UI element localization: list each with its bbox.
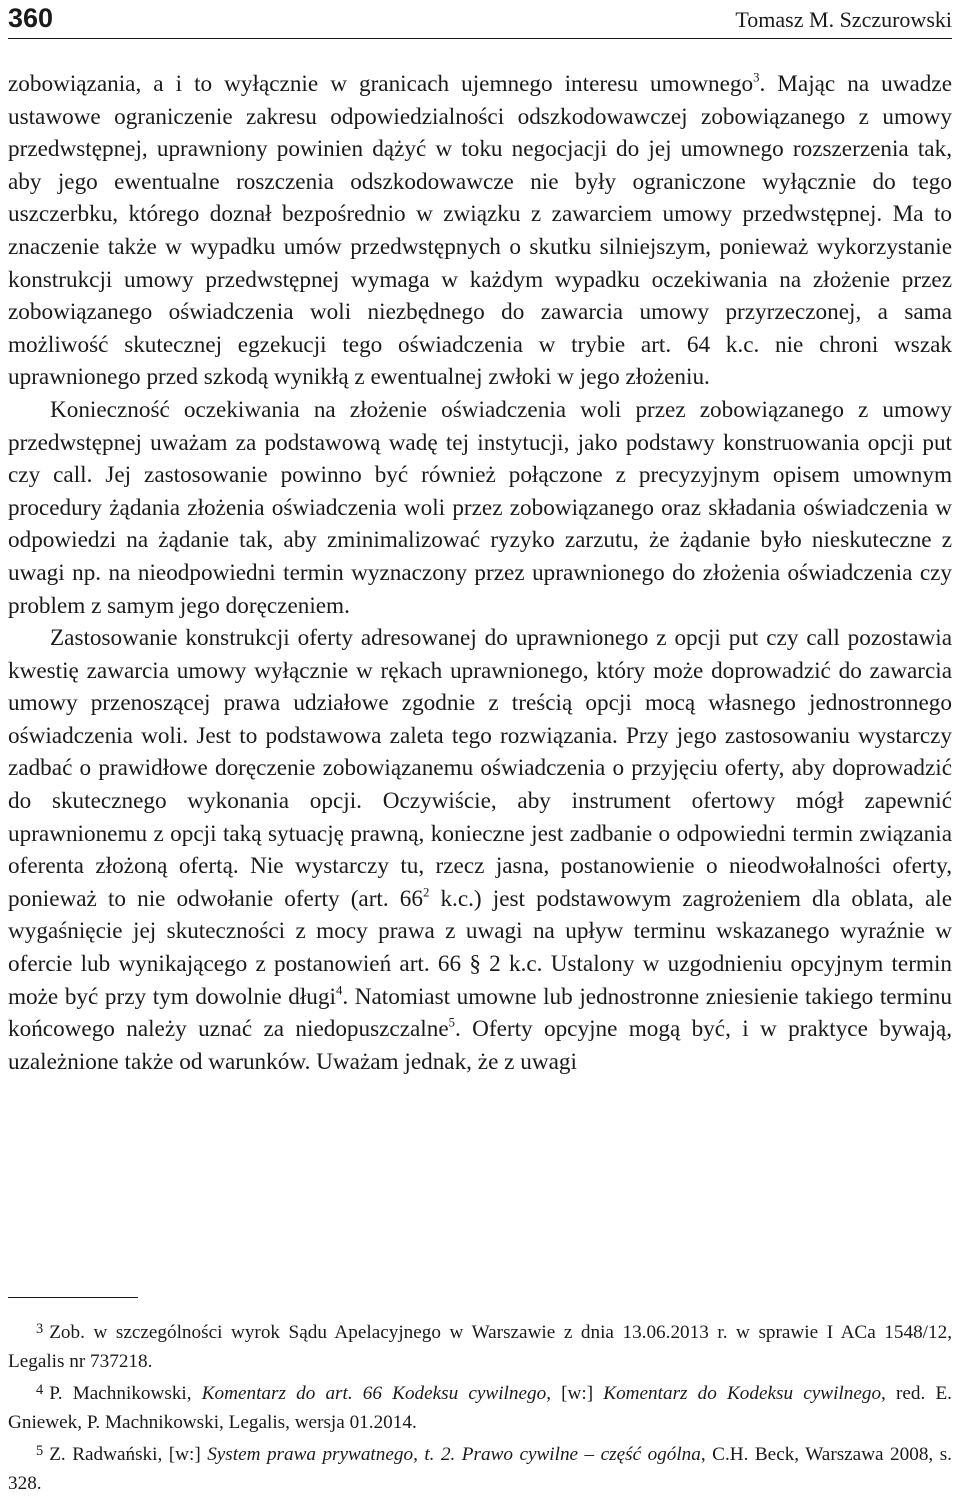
- footnote-ref-3[interactable]: 3: [753, 70, 760, 85]
- footnote-separator: [8, 1297, 138, 1298]
- footnote-4: $^4$ P. Machnikowski, Komentarz do art. 66 Kodeksu cywilnego, [w:] Komentarz do Kodeksu cywilnego, red. E. Gniewek, P. Machnikowski, Legalis, wersja 01.2014.: [8, 1382, 952, 1434]
- footnotes: [8, 1315, 952, 1498]
- page-header: [8, 0, 952, 39]
- paragraph-2: Konieczność oczekiwania na złożenie oświadczenia woli przez zobowiązanego z umowy przedwstępnej uważam za podstawową wadę tej instytucji, jako podstawy konstruowania opcji put czy call. Jej zastosowanie powinno być również połączone z precyzyjnym opisem umownym procedury żądania złożenia oświadczenia woli przez zobowiązanego oraz składania oświadczenia w odpowiedzi na żądanie tak, aby zminimalizować ryzyko zarzutu, że żądanie było nieskuteczne z uwagi np. na nieodpowiedni termin wyznaczony przez uprawnionego do złożenia oświadczenia czy problem z samym jego doręczeniem.: [8, 396, 952, 619]
- footnote-ref-4[interactable]: 4: [335, 983, 343, 998]
- main-text: [8, 68, 952, 1078]
- footnote-number: 5: [36, 1443, 44, 1460]
- page-number: 360: [8, 3, 54, 33]
- footnote-ref-5[interactable]: 5: [448, 1015, 455, 1030]
- footnote-5: $^5$ Z. Radwański, [w:] System prawa prywatnego, t. 2. Prawo cywilne – część ogólna, C.H. Beck, Warszawa 2008, s. 328.: [8, 1443, 952, 1495]
- running-head-author: Tomasz M. Szczurowski: [735, 7, 952, 32]
- paragraph-1: zobowiązania, a i to wyłącznie w granicach ujemnego interesu umownego$^3$. Mając na uwadze ustawowe ograniczenie zakresu odpowiedzialności odszkodowawczej zobowiązanego z umowy przedwstępnej, uprawniony powinien dążyć w toku negocjacji do jej umownego rozszerzenia tak, aby jego ewentualne roszczenia odszkodowawcze nie były ograniczone wyłącznie do tego uszczerbku, którego doznał bezpośrednio w związku z zawarciem umowy przedwstępnej. Ma to znaczenie także w wypadku umów przedwstępnych o skutku silniejszym, ponieważ wykorzystanie konstrukcji umowy przedwstępnej wymaga w każdym wypadku oczekiwania na złożenie przez zobowiązanego oświadczenia woli niezbędnego do zawarcia umowy przyrzeczonej, a sama możliwość skutecznej egzekucji tego oświadczenia w trybie art. 64 k.c. nie chroni wszak uprawnionego przed szkodą wynikłą z ewentualnej zwłoki w jego złożeniu.: [8, 70, 952, 391]
- paragraph-3: Zastosowanie konstrukcji oferty adresowanej do uprawnionego z opcji put czy call pozostawia kwestię zawarcia umowy wyłącznie w rękach uprawnionego, który może doprowadzić do zawarcia umowy przenoszącej prawa udziałowe zgodnie z treścią opcji mocą własnego jednostronnego oświadczenia woli. Jest to podstawowa zaleta tego rozwiązania. Przy jego zastosowaniu wystarczy zadbać o prawidłowe doręczenie zobowiązanemu oświadczenia o przyjęciu oferty, aby doprowadzić do skutecznego wykonania opcji. Oczywiście, aby instrument ofertowy mógł zapewnić uprawnionemu z opcji taką sytuację prawną, konieczne jest zadbanie o odpowiedni termin związania oferenta złożoną ofertą. Nie wystarczy tu, rzecz jasna, postanowienie o nieodwołalności oferty, ponieważ to nie odwołanie oferty (art. $66^2$ k.c.) jest podstawowym zagrożeniem dla oblata, ale wygaśnięcie jej skuteczności z mocy prawa z uwagi na upływ terminu wskazanego wyraźnie w ofercie lub wynikającego z postanowień art. 66 § 2 k.c. Ustalony w uzgodnieniu opcyjnym termin może być przy tym dowolnie długi$^4$. Natomiast umowne lub jednostronne zniesienie takiego terminu końcowego należy uznać za niedopuszczalne$^5$. Oferty opcyjne mogą być, i w praktyce bywają, uzależnione także od warunków. Uważam jednak, że z uwagi: [8, 625, 952, 1075]
- superscript-article-number: 2: [422, 885, 430, 900]
- footnote-number: 3: [36, 1321, 44, 1337]
- footnote-number: 4: [36, 1382, 44, 1399]
- footnote-3: $^3$ Zob. w szczególności wyrok Sądu Apelacyjnego w Warszawie z dnia 13.06.2013 r. w sprawie I ACa 1548/12, Legalis nr 737218.: [8, 1321, 952, 1373]
